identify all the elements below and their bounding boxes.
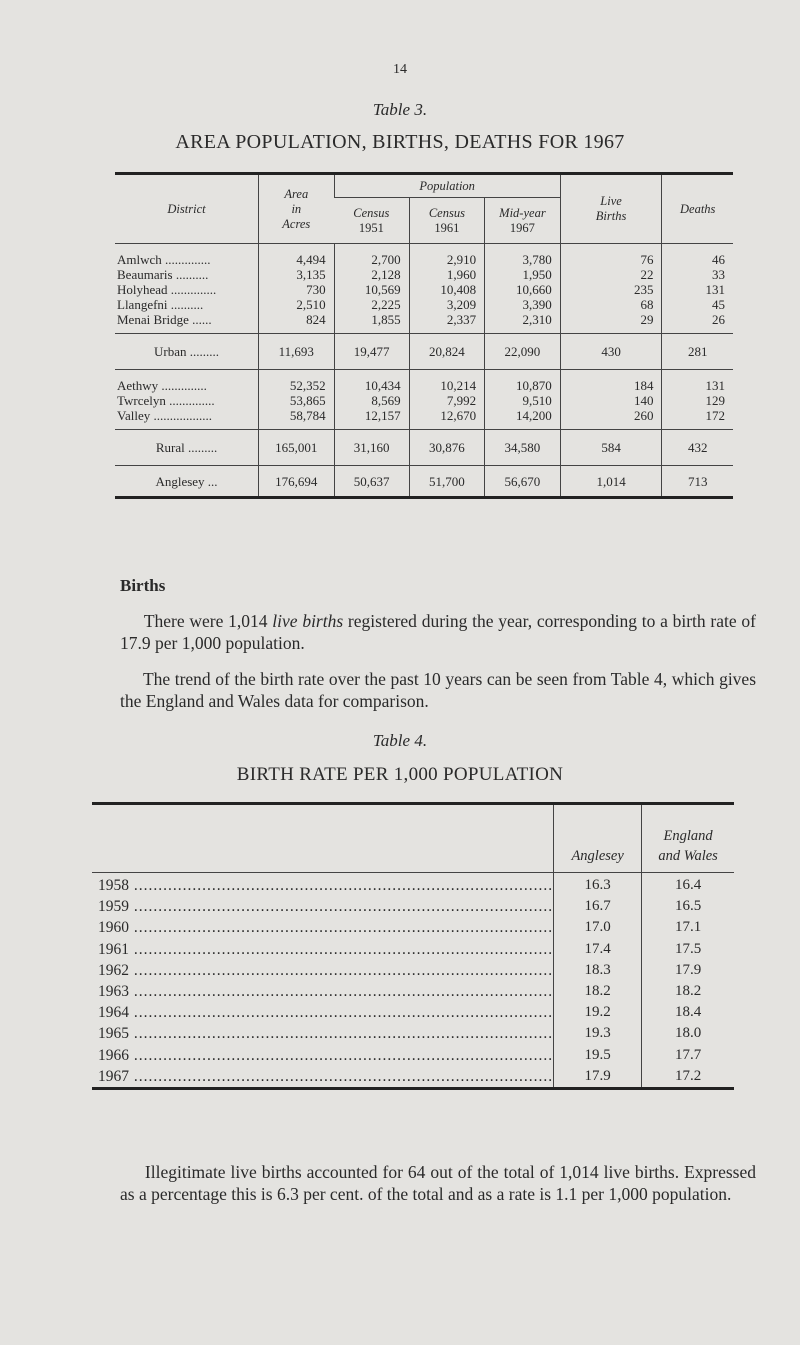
table3-caption: Table 3. [372,100,428,119]
census-1961-header: Census 1961 [409,198,485,244]
table-row: 1967 ..... 17.9 17.2 [92,1066,734,1089]
anglesey-header: Anglesey [554,804,642,873]
table-row: Valley .................. 58,784 12,157 12,670 14,200 260 172 [115,408,733,430]
table-row: 1959 ..... 16.7 16.5 [92,896,734,917]
table-row: Llangefni .......... 2,510 2,225 3,209 3,390 68 45 [115,297,733,312]
district-header: District [115,174,259,244]
table3-title: AREA POPULATION, BIRTHS, DEATHS FOR 1967 [175,131,625,153]
table-row: 1962 ..... 18.3 17.9 [92,960,734,981]
urban-total-row: Urban ......... 11,693 19,477 20,824 22,090 430 281 [115,334,733,370]
table-row: Holyhead .............. 730 10,569 10,408 10,660 235 131 [115,282,733,297]
census-1951-header: Census 1951 [334,198,409,244]
table-row: Beaumaris .......... 3,135 2,128 1,960 1,950 22 33 [115,267,733,282]
live-births-header: Live Births [560,174,662,244]
illegitimate-births-paragraph: Illegitimate live births accounted for 64 out of the total of 1,014 live births. Expressed as a percentage this is 6.3 per cent. of the total and as a rate is 1.1 per 1,000 population. [120,1162,756,1204]
table-row: 1964 ..... 19.2 18.4 [92,1002,734,1023]
midyear-header: Mid-year 1967 [485,198,561,244]
table-row: Twrcelyn .............. 53,865 8,569 7,992 9,510 140 129 [115,393,733,408]
birth-rate-table [92,802,734,1090]
table-row: Amlwch .............. 4,494 2,700 2,910 3,780 76 46 [115,244,733,268]
table-row: 1961 ..... 17.4 17.5 [92,939,734,960]
births-paragraph: There were 1,014 live births registered during the year, corresponding to a birth rate of 17.9 per 1,000 population. [120,611,756,653]
year-header [92,804,554,873]
table4-title: BIRTH RATE PER 1,000 POPULATION [236,764,564,785]
table-row: 1965 ..... 19.3 18.0 [92,1023,734,1044]
area-header: Area in Acres [259,174,335,244]
deaths-header: Deaths [662,174,733,244]
england-wales-header: England and Wales [642,804,734,873]
table-row: 1958 ..... 16.3 16.4 [92,873,734,897]
table4-caption: Table 4. [372,731,428,750]
births-heading: Births [120,576,166,595]
area-population-table [115,172,733,499]
rural-total-row: Rural ......... 165,001 31,160 30,876 34,580 584 432 [115,430,733,466]
table-row: 1963 ..... 18.2 18.2 [92,981,734,1002]
table-row: 1960 ..... 17.0 17.1 [92,917,734,938]
page-number: 14 [393,62,407,77]
table-row: Aethwy .............. 52,352 10,434 10,214 10,870 184 131 [115,370,733,394]
trend-paragraph: The trend of the birth rate over the past 10 years can be seen from Table 4, which gives the England and Wales data for comparison. [120,669,757,711]
population-header: Population [334,174,560,198]
table-row: Menai Bridge ...... 824 1,855 2,337 2,310 29 26 [115,312,733,334]
table-row: 1966 ..... 19.5 17.7 [92,1045,734,1066]
anglesey-total-row: Anglesey ... 176,694 50,637 51,700 56,670 1,014 713 [115,466,733,498]
